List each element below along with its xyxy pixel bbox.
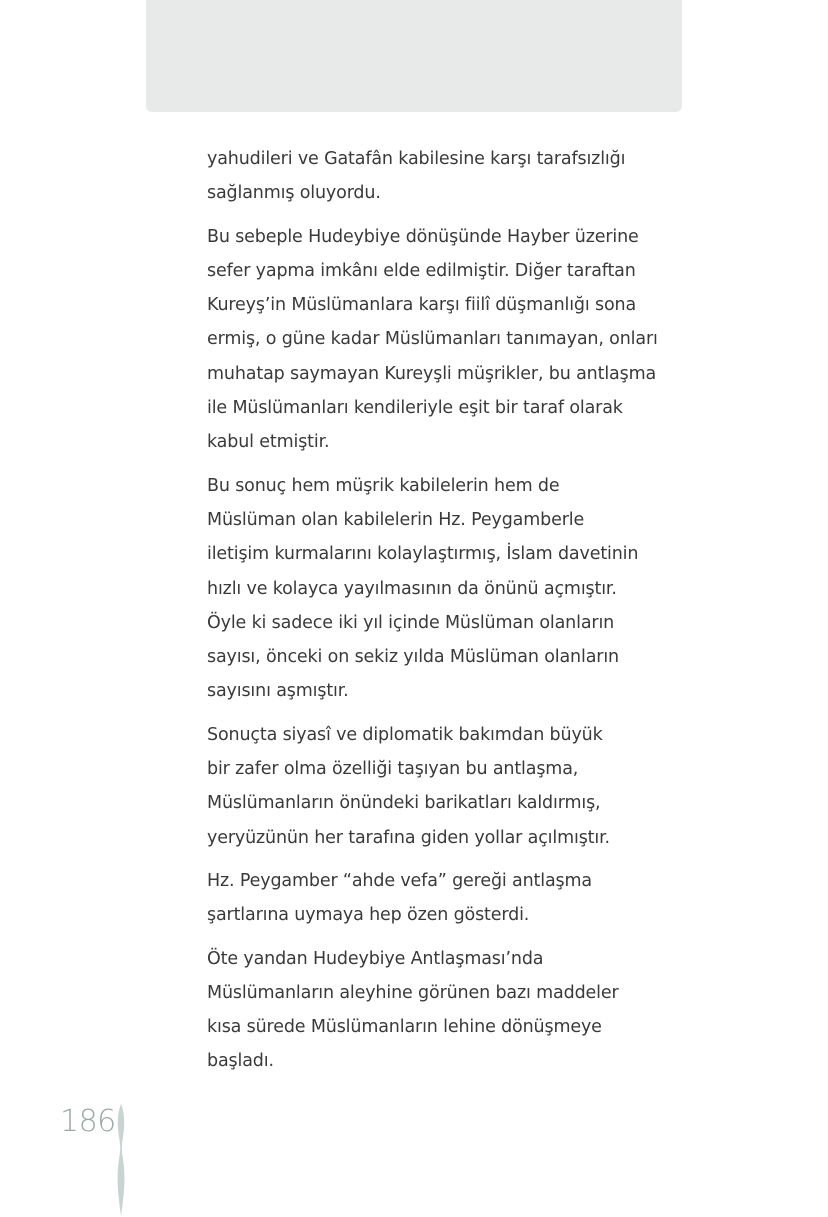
page-ornament-icon	[114, 1104, 128, 1216]
paragraph	[207, 864, 637, 933]
text-line: kabul etmiştir.	[207, 432, 330, 453]
page-number: 186	[60, 1104, 116, 1139]
text-line: bir zafer olma özelliği taşıyan bu antlaşma,	[207, 759, 579, 780]
text-line: Müslümanların aleyhine görünen bazı maddeler	[207, 982, 619, 1003]
paragraph	[207, 469, 637, 709]
text-line: Öte yandan Hudeybiye Antlaşması’nda	[207, 948, 544, 969]
text-line: muhatap saymayan Kureyşli müşrikler, bu antlaşma	[207, 363, 657, 384]
text-line: sağlanmış oluyordu.	[207, 183, 381, 204]
text-line: Hz. Peygamber “ahde vefa” gereği antlaşma	[207, 870, 592, 891]
text-line: kısa sürede Müslümanların lehine dönüşmeye	[207, 1017, 602, 1038]
text-line: iletişim kurmalarını kolaylaştırmış, İslam davetinin	[207, 544, 639, 565]
text-line: Müslüman olan kabilelerin Hz. Peygamberle	[207, 509, 585, 530]
text-line: sefer yapma imkânı elde edilmiştir. Diğer taraftan	[207, 260, 636, 281]
paragraph	[207, 142, 637, 211]
text-line: Müslümanların önündeki barikatları kaldırmış,	[207, 793, 601, 814]
text-line: sayısı, önceki on sekiz yılda Müslüman olanların	[207, 647, 619, 668]
text-line: Kureyş’in Müslümanlara karşı fiilî düşmanlığı sona	[207, 295, 637, 316]
text-line: Sonuçta siyasî ve diplomatik bakımdan büyük	[207, 724, 603, 745]
text-line: yeryüzünün her tarafına giden yollar açılmıştır.	[207, 827, 610, 848]
text-line: Bu sebeple Hudeybiye dönüşünde Hayber üzerine	[207, 226, 639, 247]
paragraph	[207, 942, 637, 1079]
text-line: Öyle ki sadece iki yıl içinde Müslüman olanların	[207, 612, 615, 633]
text-line: sayısını aşmıştır.	[207, 681, 349, 702]
text-line: hızlı ve kolayca yayılmasının da önünü açmıştır.	[207, 578, 617, 599]
paragraph	[207, 718, 637, 855]
body-text	[207, 142, 658, 1088]
text-line: ile Müslümanları kendileriyle eşit bir taraf olarak	[207, 398, 623, 419]
text-line: şartlarına uymaya hep özen gösterdi.	[207, 905, 530, 926]
text-line: yahudileri ve Gatafân kabilesine karşı tarafsızlığı	[207, 149, 626, 169]
paragraph	[207, 220, 658, 460]
text-line: başladı.	[207, 1051, 274, 1072]
text-line: ermiş, o güne kadar Müslümanları tanımayan, onları	[207, 329, 658, 350]
text-line: Bu sonuç hem müşrik kabilelerin hem de	[207, 475, 560, 496]
header-band	[146, 0, 682, 112]
